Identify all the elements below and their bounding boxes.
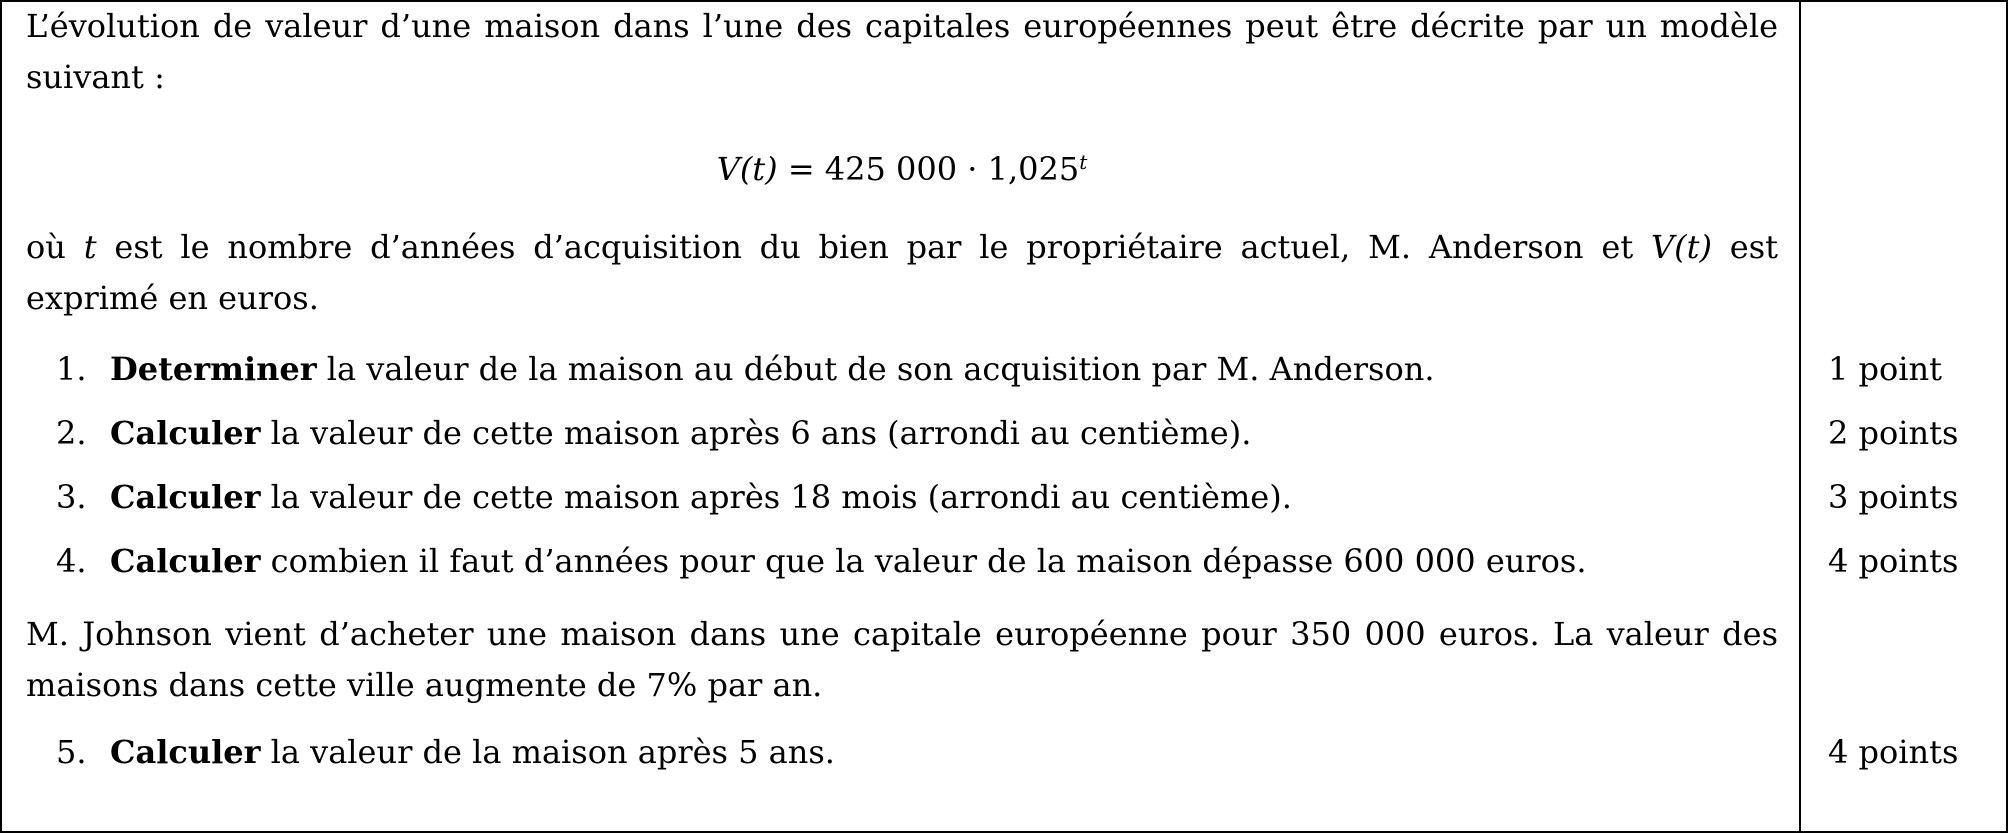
question-2-points: 2 points [1828,414,1959,452]
question-4-points: 4 points [1828,542,1959,580]
question-verb: Calculer [110,733,261,771]
question-text: la valeur de la maison au début de son acquisition par M. Anderson. [316,350,1435,388]
formula-exponent: t [1079,150,1088,174]
question-verb: Determiner [110,350,317,388]
question-5-points: 4 points [1828,733,1959,771]
definition-variable-vt: V(t) [1651,228,1712,266]
formula-lhs: V(t) [716,150,778,188]
question-verb: Calculer [110,478,261,516]
question-text: la valeur de cette maison après 6 ans (arrondi au centième). [260,414,1252,452]
definition-paragraph [26,222,1778,324]
value-formula [26,144,1778,195]
question-text: combien il faut d’années pour que la valeur de la maison dépasse 600 000 euros. [260,542,1587,580]
question-text: la valeur de la maison après 5 ans. [260,733,835,771]
question-1-points: 1 point [1828,350,1942,388]
question-verb: Calculer [110,542,261,580]
question-text: la valeur de cette maison après 18 mois (arrondi au centième). [260,478,1292,516]
johnson-paragraph: M. Johnson vient d’acheter une maison dans une capitale européenne pour 350 000 euros. La valeur des maisons dans cette ville augmente de 7% par an. [26,615,1778,704]
question-number: 4. [56,542,87,580]
definition-part-a: où [26,228,84,266]
question-3-points: 3 points [1828,478,1959,516]
definition-variable-t: t [83,228,97,266]
definition-part-b: est le nombre d’années d’acquisition du bien par le propriétaire actuel, M. Anderson et [96,228,1652,266]
question-number: 5. [56,733,87,771]
question-verb: Calculer [110,414,261,452]
question-number: 3. [56,478,87,516]
formula-equals: = [777,150,825,188]
definition-part-c: est exprimé en euros. [26,228,1779,317]
question-number: 1. [56,350,87,388]
intro-paragraph: L’évolution de valeur d’une maison dans l’une des capitales européennes peut être décrite par un modèle suivant : [26,7,1778,96]
formula-rhs: 425 000 · 1,025 [824,150,1080,188]
question-number: 2. [56,414,87,452]
points-column-divider [1799,0,1801,833]
